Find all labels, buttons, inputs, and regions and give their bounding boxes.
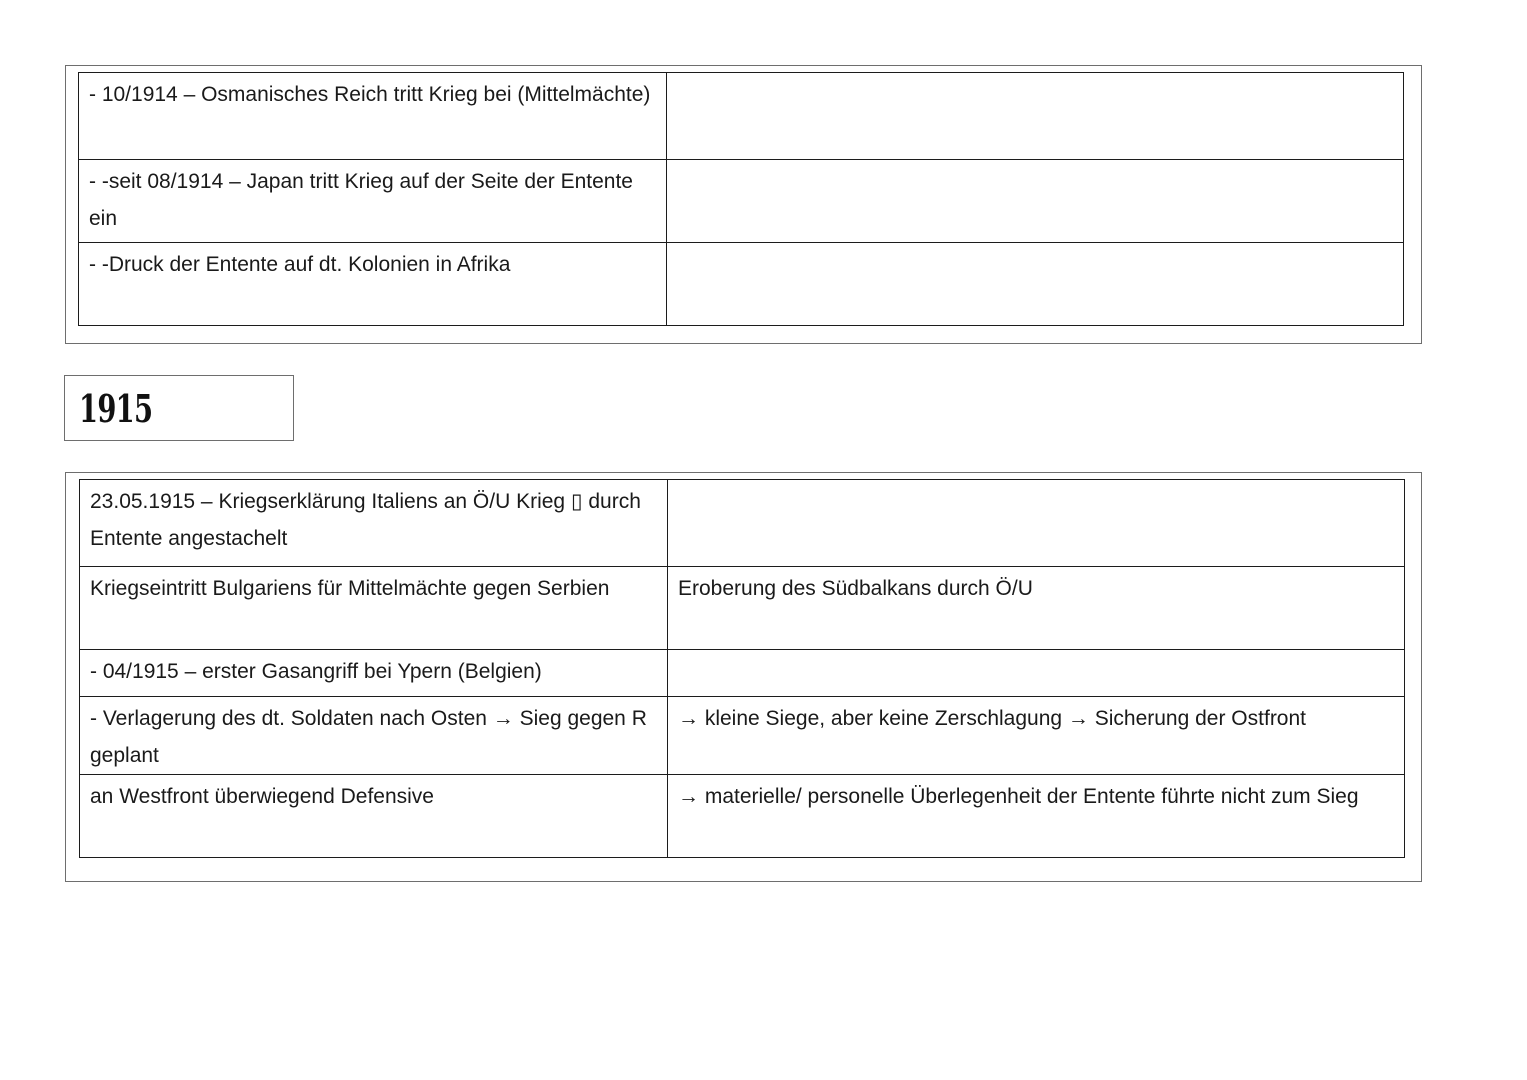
event-cell: an Westfront überwiegend Defensive bbox=[80, 775, 668, 858]
event-cell: Kriegseintritt Bulgariens für Mittelmächte gegen Serbien bbox=[80, 567, 668, 650]
consequence-cell bbox=[668, 480, 1405, 567]
consequence-cell: → materielle/ personelle Überlegenheit der Entente führte nicht zum Sieg bbox=[668, 775, 1405, 858]
table-row bbox=[79, 73, 1404, 160]
consequence-cell bbox=[667, 160, 1404, 243]
table-row bbox=[79, 243, 1404, 326]
table-row bbox=[79, 160, 1404, 243]
table-row bbox=[80, 697, 1405, 775]
event-cell: - 04/1915 – erster Gasangriff bei Ypern (Belgien) bbox=[80, 650, 668, 697]
consequence-cell: Eroberung des Südbalkans durch Ö/U bbox=[668, 567, 1405, 650]
event-cell: - -seit 08/1914 – Japan tritt Krieg auf der Seite der Entente ein bbox=[79, 160, 667, 243]
year-heading-box bbox=[64, 375, 294, 441]
consequence-cell bbox=[667, 73, 1404, 160]
consequence-cell bbox=[668, 650, 1405, 697]
table-row bbox=[80, 567, 1405, 650]
event-cell: - 10/1914 – Osmanisches Reich tritt Krieg bei (Mittelmächte) bbox=[79, 73, 667, 160]
event-cell: - -Druck der Entente auf dt. Kolonien in Afrika bbox=[79, 243, 667, 326]
consequence-cell: → kleine Siege, aber keine Zerschlagung → Sicherung der Ostfront bbox=[668, 697, 1405, 775]
consequence-cell bbox=[667, 243, 1404, 326]
year-heading: 1915 bbox=[79, 386, 153, 431]
events-table-1914 bbox=[78, 72, 1404, 326]
event-cell: - Verlagerung des dt. Soldaten nach Osten → Sieg gegen R geplant bbox=[80, 697, 668, 775]
table-row bbox=[80, 775, 1405, 858]
events-table-1915 bbox=[79, 479, 1405, 858]
table-row bbox=[80, 650, 1405, 697]
table-row bbox=[80, 480, 1405, 567]
event-cell: 23.05.1915 – Kriegserklärung Italiens an Ö/U Krieg ▯ durch Entente angestachelt bbox=[80, 480, 668, 567]
